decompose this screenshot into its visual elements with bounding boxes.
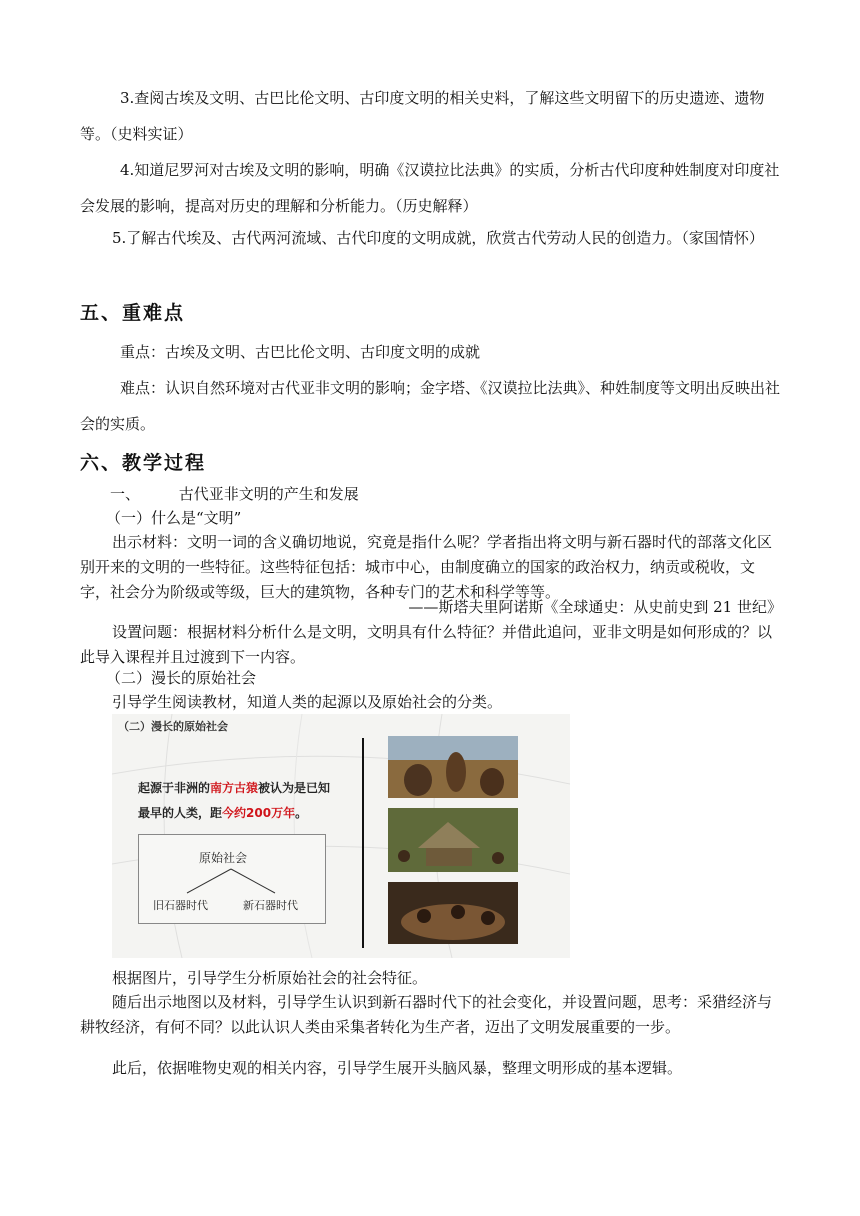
early-humans-image — [388, 736, 518, 798]
society-tree — [138, 834, 326, 924]
subheading-1a: （一）什么是“文明” — [106, 509, 242, 527]
tree-right: 新石器时代 — [243, 899, 298, 912]
slide-title: （二）漫长的原始社会 — [118, 720, 228, 733]
key-point: 重点：古埃及文明、古巴比伦文明、古印度文明的成就 — [120, 343, 481, 361]
subheading-number: 一、 — [110, 485, 141, 503]
slide-caption — [138, 776, 338, 826]
after-image-1: 根据图片，引导学生分析原始社会的社会特征。 — [112, 969, 428, 987]
section-heading-process: 六、教学过程 — [80, 452, 207, 474]
objective-4: 4.知道尼罗河对古埃及文明的影响，明确《汉谟拉比法典》的实质，分析古代印度种姓制度对印度社会发展的影响，提高对历史的理解和分析能力。（历史解释） — [80, 161, 780, 215]
material-text: 出示材料：文明一词的含义确切地说，究竟是指什么呢？学者指出将文明与新石器时代的部落文化区别开来的文明的一些特征。这些特征包括：城市中心，由制度确立的国家的政治权力，纳贡或税收，文字，社会分为阶级或等级，巨大的建筑物，各种专门的艺术和科学等等。 — [80, 533, 773, 601]
cave-scene-image — [388, 882, 518, 944]
divider-line — [362, 738, 364, 948]
after-image-2: 随后出示地图以及材料，引导学生认识到新石器时代下的社会变化，并设置问题，思考：采猎经济与耕牧经济，有何不同？以此认识人类由采集者转化为生产者，迈出了文明发展重要的一步。 — [80, 993, 773, 1036]
tree-left: 旧石器时代 — [153, 899, 208, 912]
caption-part-a: 起源于非洲的 — [138, 781, 211, 795]
section-heading-key-points: 五、重难点 — [80, 302, 186, 324]
question-text: 设置问题：根据材料分析什么是文明，文明具有什么特征？并借此追问，亚非文明是如何形成的？以此导入课程并且过渡到下一内容。 — [80, 623, 773, 666]
objective-5: 5.了解古代埃及、古代两河流域、古代印度的文明成就，欣赏古代劳动人民的创造力。（家国情怀） — [112, 229, 764, 247]
subheading-1 — [80, 482, 782, 507]
objective-3: 3.查阅古埃及文明、古巴比伦文明、古印度文明的相关史料，了解这些文明留下的历史遗迹、遗物等。（史料实证） — [80, 89, 765, 143]
difficult-point: 难点：认识自然环境对古代亚非文明的影响；金字塔、《汉谟拉比法典》、种姓制度等文明出反映出社会的实质。 — [80, 379, 781, 433]
caption-part-b: 被认为是已知最早的人类，距 — [138, 781, 331, 820]
material-citation: ——斯塔夫里阿诺斯《全球通史：从史前史到 21 世纪》 — [408, 598, 782, 616]
guide-text: 引导学生阅读教材，知道人类的起源以及原始社会的分类。 — [112, 693, 503, 711]
subheading-1b: （二）漫长的原始社会 — [106, 669, 257, 687]
primitive-society-slide — [112, 714, 570, 958]
caption-highlight-1: 南方古猿 — [210, 781, 259, 795]
village-scene-image — [388, 808, 518, 872]
tree-root: 原始社会 — [199, 851, 248, 865]
caption-part-c: 。 — [295, 806, 308, 820]
subheading-title: 古代亚非文明的产生和发展 — [178, 485, 359, 503]
after-image-3: 此后，依据唯物史观的相关内容，引导学生展开头脑风暴，整理文明形成的基本逻辑。 — [112, 1059, 683, 1077]
caption-highlight-2: 今约200万年 — [222, 806, 296, 820]
